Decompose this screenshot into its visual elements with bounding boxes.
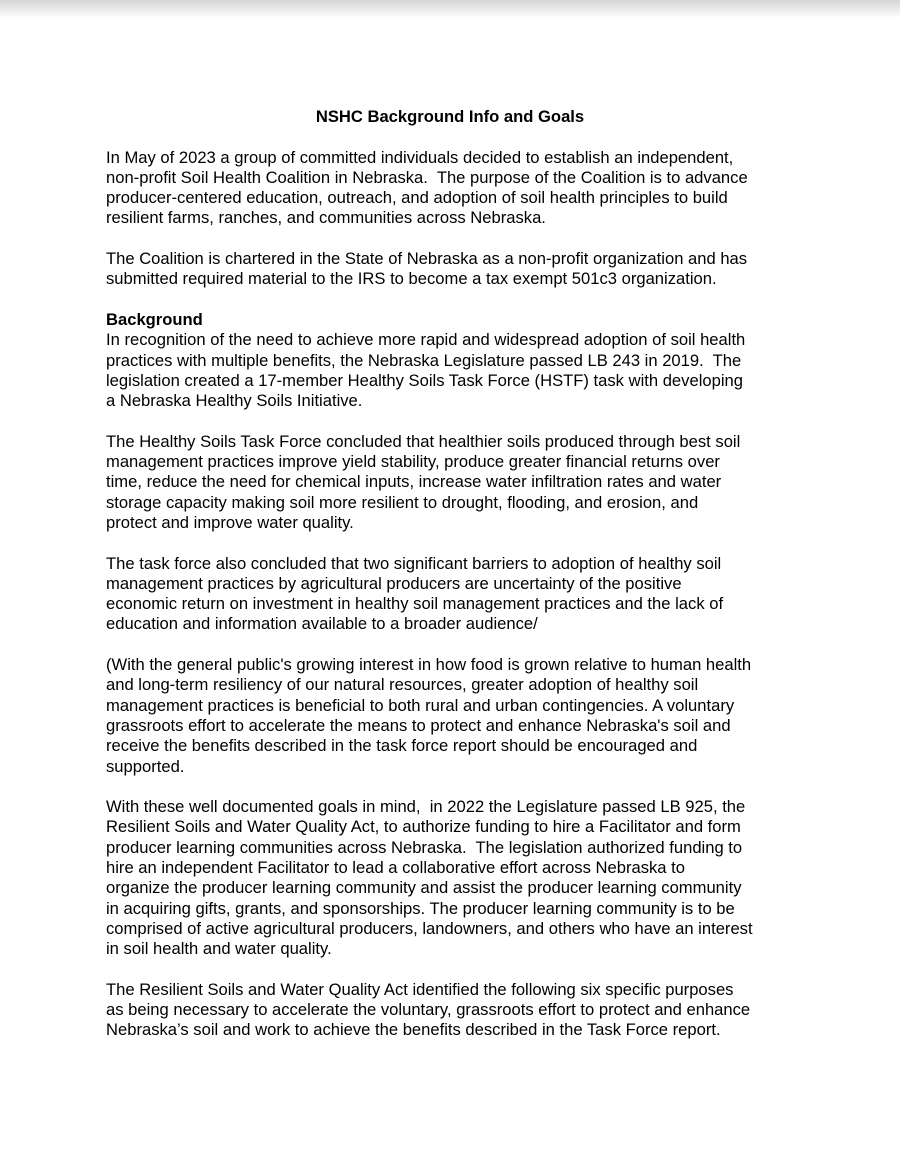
paragraph-line: as being necessary to accelerate the voluntary, grassroots effort to protect and enhance [106,1000,751,1020]
paragraph-spacer [106,229,806,249]
paragraph-line: With these well documented goals in mind, in 2022 the Legislature passed LB 925, the [106,797,746,817]
paragraph [106,797,806,959]
paragraph-line: practices with multiple benefits, the Nebraska Legislature passed LB 243 in 2019. The [106,350,742,370]
paragraph-line: In May of 2023 a group of committed individuals decided to establish an independent, [106,147,734,167]
paragraph-spacer [106,777,806,797]
paragraph [106,432,806,533]
paragraph-line: grassroots effort to accelerate the means to protect and enhance Nebraska's soil and [106,715,731,735]
paragraph-spacer [106,533,806,553]
paragraph-line: protect and improve water quality. [106,512,354,532]
paragraph-line: The Coalition is chartered in the State of Nebraska as a non-profit organization and has [106,249,748,269]
paragraph-line: organize the producer learning community and assist the producer learning community [106,878,742,898]
paragraph-line: economic return on investment in healthy soil management practices and the lack of [106,594,724,614]
paragraph [106,655,806,777]
document-title: NSHC Background Info and Goals [315,107,585,126]
paragraph-line: storage capacity making soil more resilient to drought, flooding, and erosion, and [106,492,699,512]
section-heading: Background [106,309,203,329]
paragraph-line: legislation created a 17-member Healthy Soils Task Force (HSTF) task with developing [106,370,743,390]
paragraph-line: The Healthy Soils Task Force concluded that healthier soils produced through best soil [106,431,741,451]
paragraph-spacer [106,127,806,147]
paragraph-line: receive the benefits described in the task force report should be encouraged and [106,736,698,756]
paragraph-line: education and information available to a broader audience/ [106,614,538,634]
paragraph-line: Resilient Soils and Water Quality Act, to authorize funding to hire a Facilitator and form [106,817,741,837]
paragraph-line: (With the general public's growing interest in how food is grown relative to human health [106,655,752,675]
paragraph-line: supported. [106,756,185,776]
section-background [106,310,806,411]
paragraph-line: a Nebraska Healthy Soils Initiative. [106,391,363,411]
paragraph-line: management practices improve yield stability, produce greater financial returns over [106,452,720,472]
paragraph [106,148,806,229]
paragraph-line: Nebraska’s soil and work to achieve the benefits described in the Task Force report. [106,1020,721,1040]
document-body [106,127,806,1040]
paragraph [106,554,806,635]
document-page [106,107,806,1041]
paragraph-line: management practices is beneficial to both rural and urban contingencies. A voluntary [106,695,735,715]
paragraph-line: comprised of active agricultural producers, landowners, and others who have an interest [106,918,753,938]
viewer-top-shadow [0,0,900,18]
paragraph-spacer [106,411,806,431]
paragraph-spacer [106,959,806,979]
paragraph-line: In recognition of the need to achieve more rapid and widespread adoption of soil health [106,330,746,350]
paragraph-line: The Resilient Soils and Water Quality Act identified the following six specific purposes [106,979,734,999]
paragraph-spacer [106,290,806,310]
paragraph-line: time, reduce the need for chemical inputs, increase water infiltration rates and water [106,472,722,492]
paragraph-spacer [106,635,806,655]
paragraph-line: and long-term resiliency of our natural resources, greater adoption of healthy soil [106,675,699,695]
paragraph-line: hire an independent Facilitator to lead a collaborative effort across Nebraska to [106,857,685,877]
paragraph-line: in acquiring gifts, grants, and sponsorships. The producer learning community is to be [106,898,735,918]
paragraph-line: submitted required material to the IRS to become a tax exempt 501c3 organization. [106,269,717,289]
paragraph-line: in soil health and water quality. [106,939,332,959]
paragraph-line: non-profit Soil Health Coalition in Nebraska. The purpose of the Coalition is to advance [106,167,748,187]
paragraph [106,980,806,1041]
paragraph-line: resilient farms, ranches, and communities across Nebraska. [106,208,546,228]
paragraph-line: management practices by agricultural producers are uncertainty of the positive [106,573,682,593]
paragraph-line: producer-centered education, outreach, and adoption of soil health principles to build [106,188,728,208]
paragraph-line: The task force also concluded that two significant barriers to adoption of healthy soil [106,553,722,573]
paragraph [106,249,806,290]
paragraph-line: producer learning communities across Nebraska. The legislation authorized funding to [106,837,743,857]
